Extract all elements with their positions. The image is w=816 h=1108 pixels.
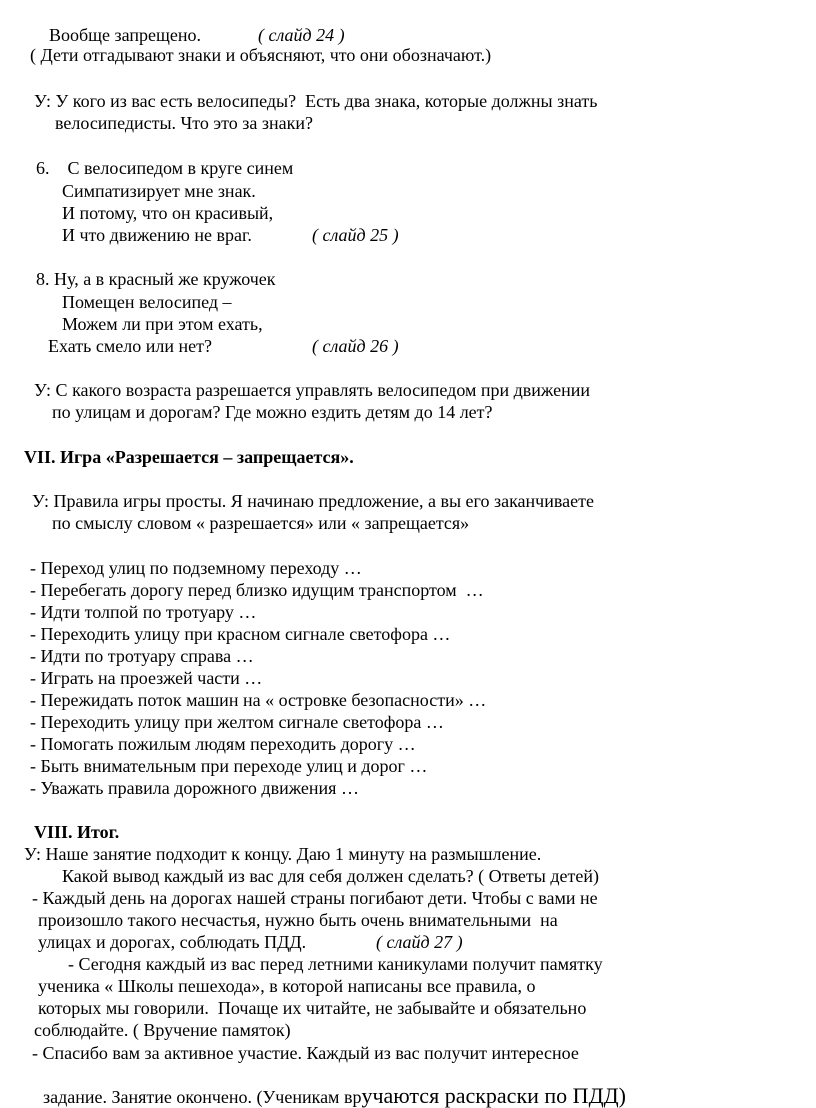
summary-line-4: произошло такого несчастья, нужно быть очень внимательными на	[38, 910, 558, 930]
riddle-6-line-3: И потому, что он красивый,	[62, 203, 274, 223]
riddle-6-line-1: 6. С велосипедом в круге синем	[36, 158, 294, 178]
riddle-8-line-3: Можем ли при этом ехать,	[62, 314, 263, 334]
section-7-heading: VII. Игра «Разрешается – запрещается».	[24, 447, 354, 467]
section-7-rules-line-2: по смыслу словом « разрешается» или « запрещается»	[52, 513, 470, 533]
game-item: - Идти толпой по тротуару …	[30, 602, 257, 622]
summary-line-1: У: Наше занятие подходит к концу. Даю 1 минуту на размышление.	[24, 844, 542, 864]
question-line-1: У: С какого возраста разрешается управлять велосипедом при движении	[34, 380, 591, 400]
summary-line-11-start: задание. Занятие окончено. (Ученикам вр	[43, 1087, 362, 1107]
riddle-8-line-1: 8. Ну, а в красный же кружочек	[36, 269, 276, 289]
summary-line-7: ученика « Школы пешехода», в которой написаны все правила, о	[38, 976, 536, 996]
game-item: - Перебегать дорогу перед близко идущим транспортом …	[30, 580, 484, 600]
game-item: - Переходить улицу при красном сигнале светофора …	[30, 624, 451, 644]
game-item: - Быть внимательным при переходе улиц и дорог …	[30, 756, 428, 776]
riddle-6-line-4: И что движению не враг.	[62, 225, 252, 245]
riddle-6-line-2: Симпатизирует мне знак.	[62, 181, 256, 201]
summary-line-6: - Сегодня каждый из вас перед летними каникулами получит памятку	[68, 954, 603, 974]
intro-line-4: велосипедисты. Что это за знаки?	[55, 113, 313, 133]
game-item: - Пережидать поток машин на « островке безопасности» …	[30, 690, 487, 710]
summary-line-11-end: учаются раскраски по ПДД)	[361, 1083, 626, 1108]
intro-line-2: ( Дети отгадывают знаки и объясняют, что они обозначают.)	[30, 45, 492, 65]
slide-ref-24: ( слайд 24 )	[258, 25, 345, 45]
summary-line-3: - Каждый день на дорогах нашей страны погибают дети. Чтобы с вами не	[32, 888, 598, 908]
intro-line-3: У: У кого из вас есть велосипеды? Есть два знака, которые должны знать	[34, 91, 598, 111]
summary-line-9: соблюдайте. ( Вручение памяток)	[34, 1020, 291, 1040]
game-item: - Идти по тротуару справа …	[30, 646, 254, 666]
game-item: - Уважать правила дорожного движения …	[30, 778, 359, 798]
question-line-2: по улицам и дорогам? Где можно ездить детям до 14 лет?	[52, 402, 493, 422]
riddle-8-line-4: Ехать смело или нет?	[48, 336, 212, 356]
slide-ref-26: ( слайд 26 )	[312, 336, 399, 356]
summary-line-11	[34, 1063, 626, 1108]
game-item: - Переход улиц по подземному переходу …	[30, 558, 362, 578]
intro-line-1	[40, 2, 345, 46]
riddle-8-line-2: Помещен велосипед –	[62, 292, 232, 312]
summary-line-10: - Спасибо вам за активное участие. Каждый из вас получит интересное	[32, 1043, 579, 1063]
section-7-rules-line-1: У: Правила игры просты. Я начинаю предложение, а вы его заканчиваете	[32, 491, 594, 511]
summary-line-5: улицах и дорогах, соблюдать ПДД.	[38, 932, 307, 952]
intro-text: Вообще запрещено.	[49, 25, 201, 45]
game-item: - Помогать пожилым людям переходить дорогу …	[30, 734, 416, 754]
slide-ref-27: ( слайд 27 )	[376, 932, 463, 952]
game-item: - Переходить улицу при желтом сигнале светофора …	[30, 712, 444, 732]
summary-line-2: Какой вывод каждый из вас для себя должен сделать? ( Ответы детей)	[62, 866, 599, 886]
slide-ref-25: ( слайд 25 )	[312, 225, 399, 245]
summary-line-8: которых мы говорили. Почаще их читайте, не забывайте и обязательно	[38, 998, 587, 1018]
game-item: - Играть на проезжей части …	[30, 668, 263, 688]
section-8-heading: VIII. Итог.	[34, 822, 120, 842]
